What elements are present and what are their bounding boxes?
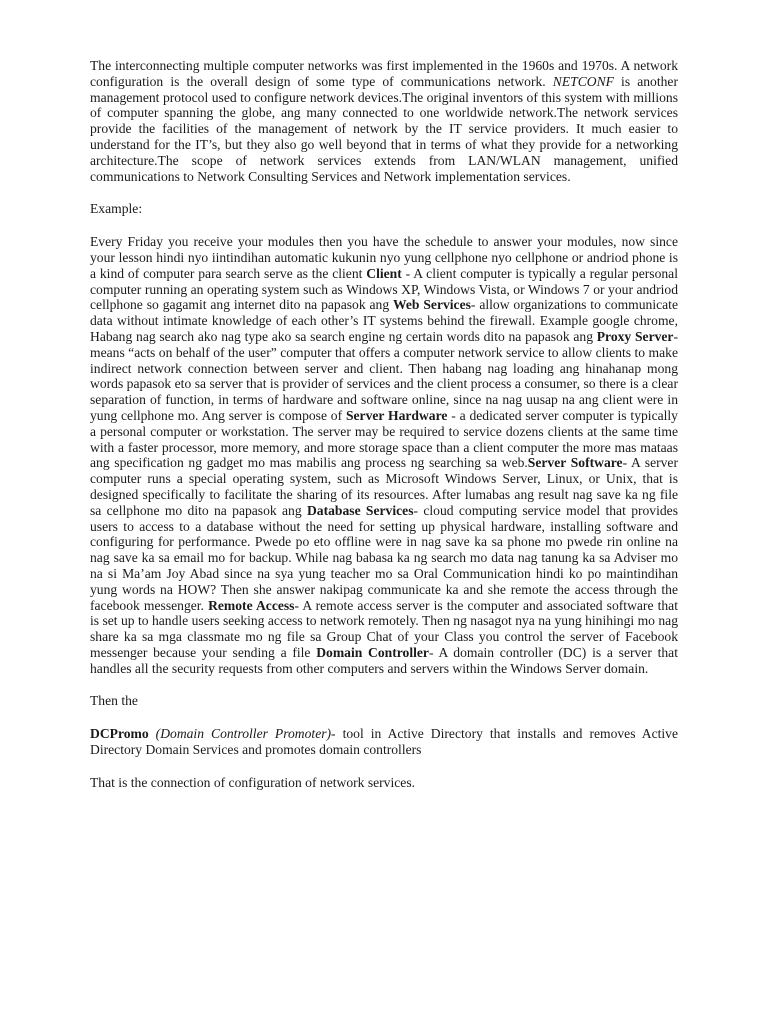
text-run: - a dedicated server computer is typically a personal computer or workstation. The server may be required to service dozens clients at the same time with a faster processor, more memory, and more storage space than a client computer the more mas mataas ang specification ng gadget mo mas mabilis ang process ng searching sa web. bbox=[90, 407, 678, 471]
text-run: - cloud computing service model that provides users to access to a database without the need for setting up physical hardware, installing software and configuring for performance. Pwede po eto offline were in nag save ka sa phone mo pwede rin online na nag save ka sa email mo for backup. While nag babasa ka ng search mo data nag tanung ka sa Adviser mo na si Ma’am Joy Abad since na sya yung teacher mo sa Oral Communication hindi ko po maintindihan yung words na HOW? Then she answer nakipag communicate ka and she remote the access through the facebook messenger. bbox=[90, 502, 679, 613]
text-run: Example: bbox=[90, 201, 143, 217]
text-run: That is the connection of configuration of network services. bbox=[90, 774, 416, 790]
text-run: - A server computer runs a special operating system, such as Microsoft Windows Server, Linux, or Unix, that is designed specifically to facilitate the sharing of its resources. After lumabas ang result nag save ka ng file sa cellphone mo dito na papasok ang bbox=[90, 455, 678, 518]
paragraph-dcpromo bbox=[90, 726, 678, 758]
bold-term: Web Services bbox=[393, 297, 471, 313]
text-run: Every Friday you receive your modules then you have the schedule to answer your modules, now since your lesson hindi nyo iintindihan automatic kukunin nyo yung cellphone nyo cellphone or andriod phone is a kind of computer para search serve as the client bbox=[90, 234, 678, 281]
bold-term: Remote Access bbox=[208, 597, 295, 613]
italic-term: (Domain Controller Promoter) bbox=[155, 726, 332, 742]
paragraph-conclusion bbox=[90, 775, 678, 791]
paragraph-then-the bbox=[90, 693, 678, 709]
text-run: - A client computer is typically a regular personal computer running an operating system such as Windows XP, Windows Vista, or Windows 7 or your andriod cellphone so gagamit ang internet dito na papasok ang bbox=[90, 265, 678, 313]
italic-term: NETCONF bbox=[552, 73, 614, 89]
text-run: - tool in Active Directory that installs and removes Active Directory Domain Services and promotes domain controllers bbox=[90, 726, 678, 758]
bold-term: Proxy Server bbox=[596, 328, 674, 344]
text-run: - A remote access server is the computer and associated software that is set up to handle users seeking access to network remotely. Then ng nasagot nya na yung hinihingi mo nag share ka sa mga classmate mo ng file sa Group Chat of your Class you control the server of Facebook messenger because your sending a file bbox=[90, 597, 678, 660]
bold-term: Database Services bbox=[306, 502, 414, 518]
text-run: The interconnecting multiple computer networks was first implemented in the 1960s and 1970s. A network configuration is the overall design of some type of communications network. bbox=[90, 58, 678, 89]
paragraph-example-label bbox=[90, 201, 678, 217]
bold-term: Server Software bbox=[527, 455, 623, 471]
bold-term: Domain Controller bbox=[316, 644, 429, 660]
text-run bbox=[149, 726, 156, 741]
text-run: - A domain controller (DC) is a server that handles all the security requests from other computers and servers within the Windows Server domain. bbox=[90, 644, 678, 676]
paragraph-intro bbox=[90, 58, 678, 184]
text-run: - means “acts on behalf of the user” computer that offers a computer network service to allow clients to make indirect network connection between server and client. Then habang nag loading ang hinahanap mong words papasok eto sa server that is provider of services and the client process a consumer, so there is a clear separation of function, in terms of hardware and software online, since na nag uusap na ang client were in yung cellphone mo. Ang server is compose of bbox=[90, 328, 678, 423]
text-run: - allow organizations to communicate data without intimate knowledge of each other’s IT systems behind the firewall. Example google chrome, Habang nag search ako nag type ako sa search engine ng certain words dito na papasok ang bbox=[90, 297, 678, 344]
text-run: is another management protocol used to configure network devices.The original inventors of this system with millions of computer spanning the globe, ang many connected to one worldwide network.The network services provide the facilities of the management of network by the IT service providers. It much easier to understand for the IT’s, but they also go well beyond that in terms of what they provide for a networking architecture.The scope of network services extends from LAN/WLAN management, unified communications to Network Consulting Services and Network implementation services. bbox=[90, 73, 678, 184]
bold-term: Server Hardware bbox=[345, 407, 448, 423]
paragraph-example-body bbox=[90, 234, 678, 676]
text-run: Then the bbox=[90, 693, 138, 709]
bold-term: Client bbox=[366, 265, 402, 281]
bold-term: DCPromo bbox=[90, 726, 149, 742]
